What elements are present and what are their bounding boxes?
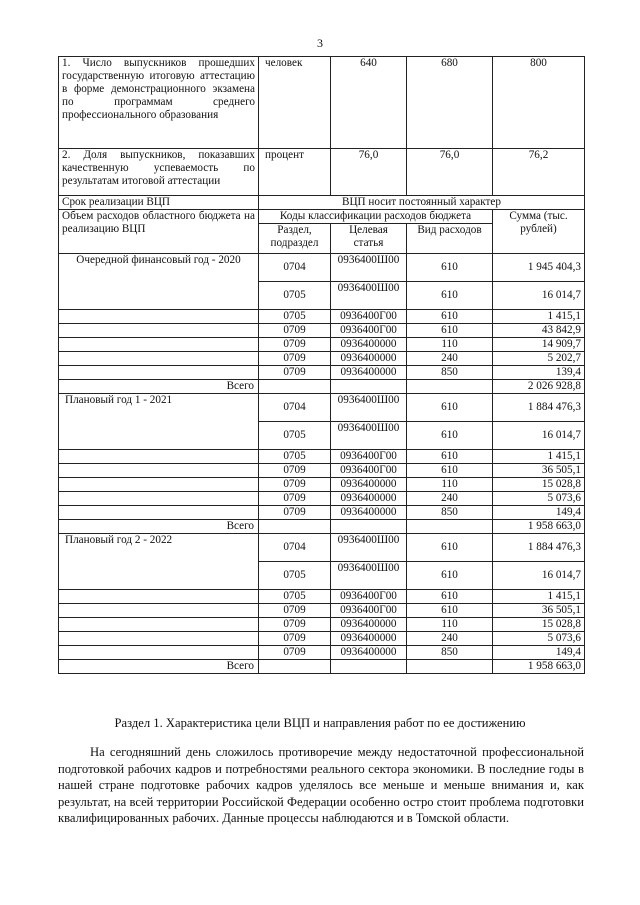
year-label-empty (59, 562, 259, 590)
volume-header: Объем расходов областного бюджета на реализацию ВЦП (59, 210, 259, 254)
year-label-empty (59, 324, 259, 338)
year-label-empty (59, 338, 259, 352)
year-label: Очередной финансовый год - 2020 (59, 254, 259, 282)
kind-code: 110 (407, 618, 493, 632)
year-label-empty (59, 310, 259, 324)
target-code: 0936400Г00 (331, 464, 407, 478)
total-row (59, 520, 585, 534)
sum-value: 139,4 (493, 366, 585, 380)
budget-row (59, 324, 585, 338)
indicator-value: 640 (331, 57, 407, 149)
year-label-empty (59, 506, 259, 520)
sum-value: 149,4 (493, 506, 585, 520)
total-empty (259, 380, 331, 394)
target-code: 0936400000 (331, 506, 407, 520)
section-code: 0709 (259, 366, 331, 380)
sum-value: 36 505,1 (493, 464, 585, 478)
total-empty (407, 520, 493, 534)
target-code: 0936400000 (331, 366, 407, 380)
sum-value: 15 028,8 (493, 478, 585, 492)
target-code: 0936400000 (331, 478, 407, 492)
kind-code: 850 (407, 506, 493, 520)
budget-row (59, 422, 585, 450)
total-label: Всего (59, 660, 259, 674)
year-label-empty (59, 646, 259, 660)
term-row (59, 196, 585, 210)
budget-row (59, 450, 585, 464)
target-code: 0936400000 (331, 618, 407, 632)
section-code: 0704 (259, 254, 331, 282)
kind-code: 610 (407, 590, 493, 604)
sum-value: 1 884 476,3 (493, 534, 585, 562)
indicator-unit: человек (259, 57, 331, 149)
year-label: Плановый год 2 - 2022 (59, 534, 259, 562)
kind-code: 240 (407, 492, 493, 506)
budget-row (59, 282, 585, 310)
indicator-row (59, 57, 585, 149)
kind-code: 610 (407, 450, 493, 464)
budget-row (59, 366, 585, 380)
target-code: 0936400Г00 (331, 450, 407, 464)
budget-row (59, 562, 585, 590)
target-code: 0936400Г00 (331, 310, 407, 324)
budget-row (59, 254, 585, 282)
target-code: 0936400000 (331, 352, 407, 366)
kind-code: 850 (407, 366, 493, 380)
section-code: 0709 (259, 464, 331, 478)
budget-row (59, 618, 585, 632)
sum-value: 1 884 476,3 (493, 394, 585, 422)
year-label-empty (59, 618, 259, 632)
indicator-value: 680 (407, 57, 493, 149)
budget-row (59, 492, 585, 506)
kind-code: 110 (407, 478, 493, 492)
section-code: 0709 (259, 492, 331, 506)
total-label: Всего (59, 380, 259, 394)
year-label-empty (59, 450, 259, 464)
section-code: 0705 (259, 450, 331, 464)
section-code: 0709 (259, 478, 331, 492)
sum-value: 16 014,7 (493, 282, 585, 310)
sum-value: 1 945 404,3 (493, 254, 585, 282)
sum-value: 1 415,1 (493, 450, 585, 464)
target-code: 0936400000 (331, 632, 407, 646)
budget-row (59, 534, 585, 562)
budget-row (59, 394, 585, 422)
budget-row (59, 464, 585, 478)
target-code: 0936400Ш00 (331, 254, 407, 282)
total-empty (259, 660, 331, 674)
kind-code: 610 (407, 282, 493, 310)
sum-header: Сумма (тыс. рублей) (493, 210, 585, 254)
indicator-value: 76,0 (407, 149, 493, 196)
kind-code: 240 (407, 632, 493, 646)
kind-code: 610 (407, 562, 493, 590)
section-code: 0709 (259, 338, 331, 352)
target-code: 0936400Г00 (331, 604, 407, 618)
section-code: 0709 (259, 604, 331, 618)
total-empty (259, 520, 331, 534)
target-code: 0936400Ш00 (331, 394, 407, 422)
indicator-unit: процент (259, 149, 331, 196)
kind-code: 240 (407, 352, 493, 366)
total-empty (331, 520, 407, 534)
kind-code: 610 (407, 604, 493, 618)
section-code: 0705 (259, 310, 331, 324)
sum-value: 1 415,1 (493, 590, 585, 604)
sum-value: 5 073,6 (493, 492, 585, 506)
year-label: Плановый год 1 - 2021 (59, 394, 259, 422)
year-label-empty (59, 590, 259, 604)
section-code: 0709 (259, 632, 331, 646)
budget-row (59, 632, 585, 646)
year-label-empty (59, 366, 259, 380)
budget-row (59, 478, 585, 492)
term-label: Срок реализации ВЦП (59, 196, 259, 210)
sum-value: 43 842,9 (493, 324, 585, 338)
header-row (59, 210, 585, 224)
section-code: 0704 (259, 394, 331, 422)
indicator-value: 800 (493, 57, 585, 149)
year-label-empty (59, 282, 259, 310)
body-paragraph: На сегодняшний день сложилось противоречие между недостаточной профессиональной подготовкой рабочих кадров и потребностями реального сектора экономики. В последние годы в нашей стране подготовке рабочих кадров уделялось все меньше и меньше внимания и, как результат, на всей территории Российской Федерации особенно остро стоит проблема подготовки квалифицированных рабочих. Данные процессы наблюдаются и в Томской области. (58, 745, 584, 825)
year-label-empty (59, 464, 259, 478)
program-table (58, 56, 585, 674)
target-code: 0936400000 (331, 338, 407, 352)
budget-row (59, 338, 585, 352)
indicator-row (59, 149, 585, 196)
total-empty (331, 380, 407, 394)
sum-value: 5 202,7 (493, 352, 585, 366)
target-code: 0936400Ш00 (331, 422, 407, 450)
year-label-empty (59, 352, 259, 366)
indicator-name: 2. Доля выпускников, показавших качественную успеваемость по результатам итоговой аттестации (59, 149, 259, 196)
target-code: 0936400Ш00 (331, 534, 407, 562)
budget-row (59, 506, 585, 520)
total-empty (407, 380, 493, 394)
section-code: 0705 (259, 562, 331, 590)
target-code: 0936400Г00 (331, 590, 407, 604)
kind-code: 610 (407, 422, 493, 450)
sum-value: 36 505,1 (493, 604, 585, 618)
section-code: 0709 (259, 324, 331, 338)
year-label-empty (59, 422, 259, 450)
budget-row (59, 310, 585, 324)
kind-code: 610 (407, 464, 493, 478)
sum-value: 16 014,7 (493, 422, 585, 450)
kind-code: 610 (407, 324, 493, 338)
kind-header: Вид расходов (407, 224, 493, 254)
target-header: Целевая статья (331, 224, 407, 254)
kind-code: 610 (407, 394, 493, 422)
budget-row (59, 590, 585, 604)
year-label-empty (59, 478, 259, 492)
section-title: Раздел 1. Характеристика цели ВЦП и направления работ по ее достижению (114, 716, 526, 730)
sum-value: 15 028,8 (493, 618, 585, 632)
target-code: 0936400000 (331, 646, 407, 660)
section-code: 0705 (259, 590, 331, 604)
sum-value: 149,4 (493, 646, 585, 660)
target-code: 0936400Ш00 (331, 282, 407, 310)
section-code: 0709 (259, 618, 331, 632)
kind-code: 610 (407, 310, 493, 324)
sum-value: 16 014,7 (493, 562, 585, 590)
section-header: Раздел, подраздел (259, 224, 331, 254)
section-code: 0709 (259, 352, 331, 366)
page-number: 3 (317, 36, 323, 50)
target-code: 0936400Ш00 (331, 562, 407, 590)
total-value: 2 026 928,8 (493, 380, 585, 394)
section-code: 0705 (259, 422, 331, 450)
year-label-empty (59, 492, 259, 506)
section-code: 0704 (259, 534, 331, 562)
total-empty (407, 660, 493, 674)
total-value: 1 958 663,0 (493, 660, 585, 674)
indicator-value: 76,2 (493, 149, 585, 196)
year-label-empty (59, 604, 259, 618)
total-row (59, 660, 585, 674)
section-code: 0709 (259, 646, 331, 660)
kind-code: 610 (407, 254, 493, 282)
total-value: 1 958 663,0 (493, 520, 585, 534)
kind-code: 110 (407, 338, 493, 352)
budget-row (59, 352, 585, 366)
budget-row (59, 646, 585, 660)
year-label-empty (59, 632, 259, 646)
budget-row (59, 604, 585, 618)
indicator-value: 76,0 (331, 149, 407, 196)
total-label: Всего (59, 520, 259, 534)
section-code: 0709 (259, 506, 331, 520)
section-code: 0705 (259, 282, 331, 310)
target-code: 0936400000 (331, 492, 407, 506)
term-value: ВЦП носит постоянный характер (259, 196, 585, 210)
indicator-name: 1. Число выпускников прошедших государственную итоговую аттестацию в форме демонстрационного экзамена по программам среднего профессионального образования (59, 57, 259, 149)
target-code: 0936400Г00 (331, 324, 407, 338)
total-row (59, 380, 585, 394)
sum-value: 5 073,6 (493, 632, 585, 646)
codes-header: Коды классификации расходов бюджета (259, 210, 493, 224)
sum-value: 1 415,1 (493, 310, 585, 324)
kind-code: 850 (407, 646, 493, 660)
sum-value: 14 909,7 (493, 338, 585, 352)
kind-code: 610 (407, 534, 493, 562)
total-empty (331, 660, 407, 674)
